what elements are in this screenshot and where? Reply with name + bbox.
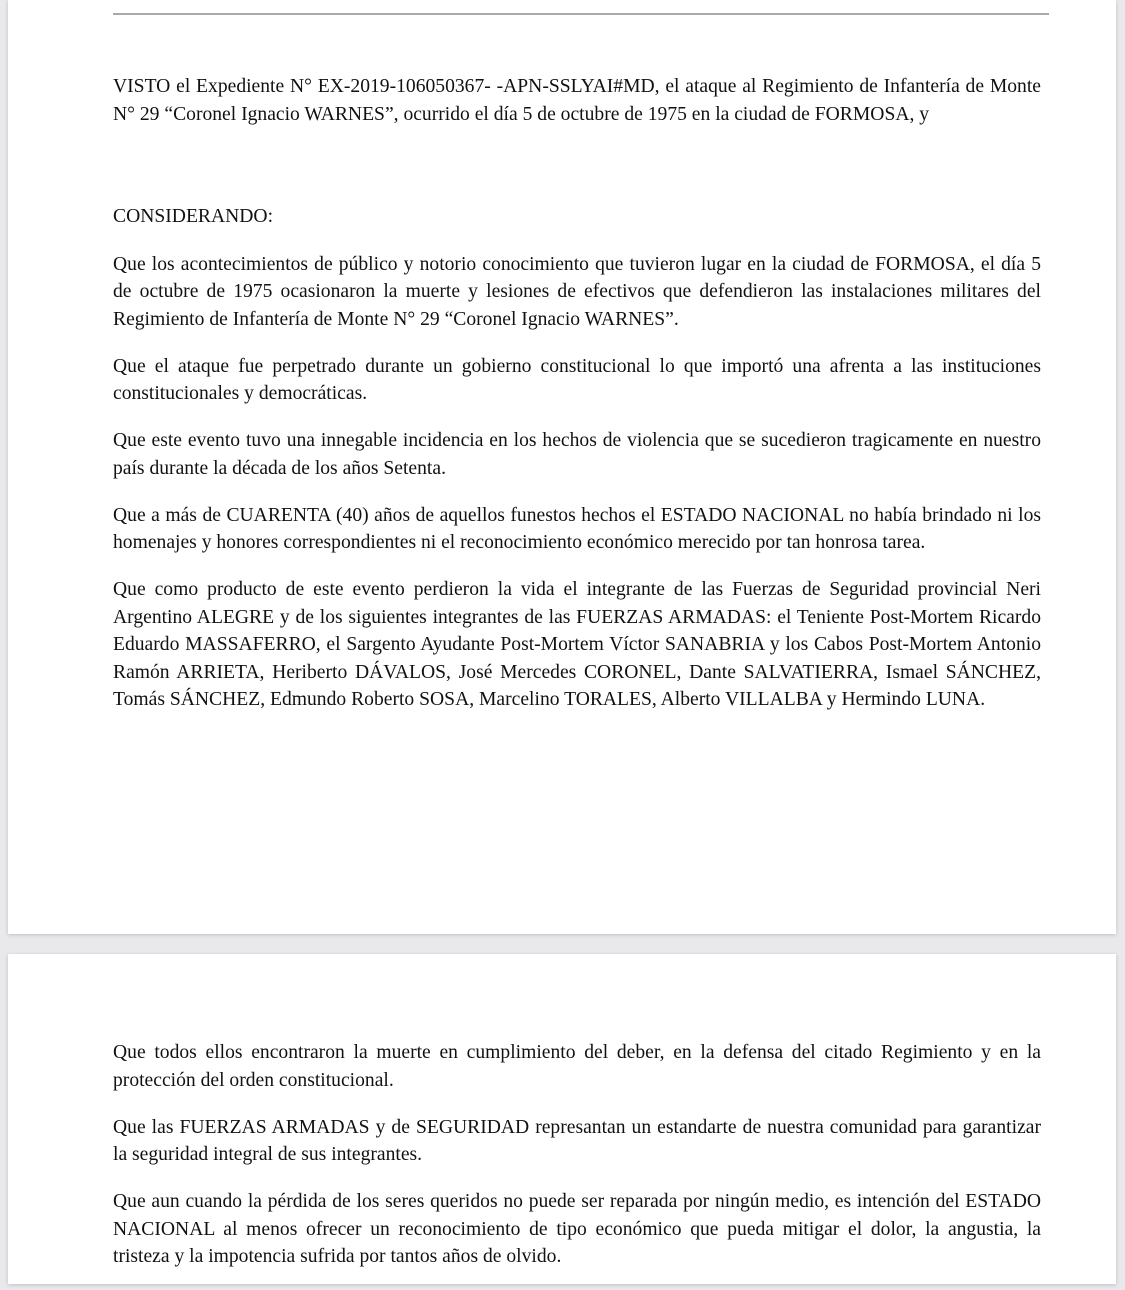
paragraph: Que este evento tuvo una innegable incidencia en los hechos de violencia que se sucedieron tragicamente en nuestro país durante la década de los años Setenta. [113, 430, 1041, 479]
paragraph: Que a más de CUARENTA (40) años de aquellos funestos hechos el ESTADO NACIONAL no había brindado ni los homenajes y honores correspondientes ni el reconocimiento económico merecido por tan honrosa tarea. [113, 504, 1041, 553]
paragraph: Que los acontecimientos de público y notorio conocimiento que tuvieron lugar en la ciudad de FORMOSA, el día 5 de octubre de 1975 ocasionaron la muerte y lesiones de efectivos que defendieron las instalaciones militares del Regimiento de Infantería de Monte N° 29 “Coronel Ignacio WARNES”. [113, 253, 1041, 330]
document-page-1 [8, 0, 1116, 934]
paragraph: Que el ataque fue perpetrado durante un gobierno constitucional lo que importó una afrenta a las instituciones constitucionales y democráticas. [113, 355, 1041, 404]
visto-paragraph: VISTO el Expediente N° EX-2019-106050367- -APN-SSLYAI#MD, el ataque al Regimiento de Infantería de Monte N° 29 “Coronel Ignacio WARNES”, ocurrido el día 5 de octubre de 1975 en la ciudad de FORMOSA, y [113, 76, 1041, 125]
paragraph: Que las FUERZAS ARMADAS y de SEGURIDAD represantan un estandarte de nuestra comunidad para garantizar la seguridad integral de sus integrantes. [113, 1116, 1041, 1165]
page-2-content [113, 1039, 1041, 1290]
header-divider [113, 13, 1049, 15]
paragraph: Que todos ellos encontraron la muerte en cumplimiento del deber, en la defensa del citado Regimiento y en la protección del orden constitucional. [113, 1042, 1041, 1091]
document-page-2 [8, 954, 1116, 1284]
paragraph: Que aun cuando la pérdida de los seres queridos no puede ser reparada por ningún medio, es intención del ESTADO NACIONAL al menos ofrecer un reconocimiento de tipo económico que pueda mitigar el dolor, la angustia, la tristeza y la impotencia sufrida por tantos años de olvido. [113, 1191, 1041, 1267]
page-1-content [113, 73, 1041, 733]
paragraph: Que como producto de este evento perdieron la vida el integrante de las Fuerzas de Seguridad provincial Neri Argentino ALEGRE y de los siguientes integrantes de las FUERZAS ARMADAS: el Teniente Post-Mortem Ricardo Eduardo MASSAFERRO, el Sargento Ayudante Post-Mortem Víctor SANABRIA y los Cabos Post-Mortem Antonio Ramón ARRIETA, Heriberto DÁVALOS, José Mercedes CORONEL, Dante SALVATIERRA, Ismael SÁNCHEZ, Tomás SÁNCHEZ, Edmundo Roberto SOSA, Marcelino TORALES, Alberto VILLALBA y Hermindo LUNA. [113, 579, 1041, 710]
considerando-heading: CONSIDERANDO: [113, 206, 274, 227]
